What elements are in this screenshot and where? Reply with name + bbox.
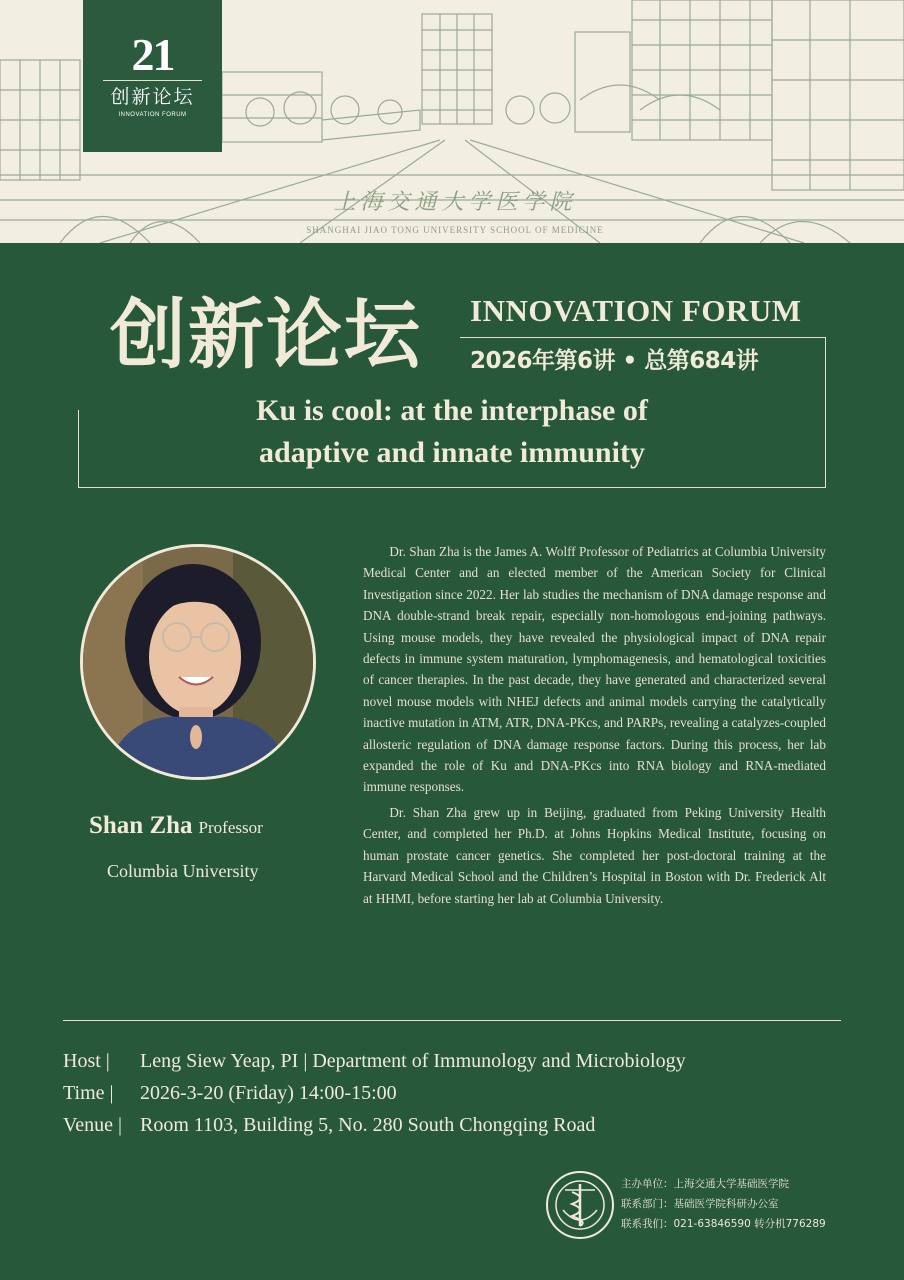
speaker-bio — [363, 541, 826, 913]
contact-info — [621, 1174, 826, 1234]
speaker-name: Shan Zha — [89, 812, 193, 839]
talk-title-line-2: adaptive and innate immunity — [259, 436, 645, 469]
speaker-name-line — [89, 812, 263, 840]
time-label: Time | — [63, 1082, 114, 1104]
bio-paragraph-1: Dr. Shan Zha is the James A. Wolff Professor of Pediatrics at Columbia University Medical Center and an elected member of the American Society for Clinical Investigation since 2022. Her lab studies the mechanism of DNA damage response and DNA double-strand break repair, especially non-homologous end-joining pathways. Using mouse models, they have revealed the physiological impact of DNA repair defects in immune system maturation, lymphomagenesis, and hematological toxicities of cancer therapies. In the past decade, they have generated and characterized several novel mouse models with NHEJ defects and animal models carrying the catalytically inactive mutation in ATM, ATR, DNA-PKcs, and PARPs, revealing a catalyzes-coupled allosteric regulation of DNA damage response factors. During this process, her lab expanded the role of Ku and DNA-PKcs into RNA biology and RNA-mediated immune responses. — [363, 544, 826, 795]
contact-line: 联系我们：021-63846590 转分机776289 — [621, 1218, 826, 1230]
forum-logo — [83, 0, 222, 152]
institution-seal-icon — [545, 1170, 615, 1240]
logo-name-cn: 创新论坛 — [110, 86, 195, 108]
school-name-cn: 上海交通大学医学院 — [333, 190, 577, 215]
speaker-role: Professor — [198, 818, 263, 837]
bio-paragraph-2: Dr. Shan Zha grew up in Beijing, graduated from Peking University Health Center, and completed her Ph.D. at Johns Hopkins Medical Institute, focusing on human prostate cancer genetics. She completed her post-doctoral training at the Harvard Medical School and the Children’s Hospital in Boston with Dr. Frederick Alt at HHMI, before starting her lab at Columbia University. — [363, 804, 826, 906]
venue-row — [63, 1112, 595, 1138]
organizer-line: 主办单位：上海交通大学基础医学院 — [621, 1178, 789, 1190]
host-value: Leng Siew Yeap, PI | Department of Immunology and Microbiology — [140, 1050, 686, 1072]
logo-number: 21 — [131, 29, 174, 80]
speaker-portrait — [80, 544, 316, 780]
school-name-en: SHANGHAI JIAO TONG UNIVERSITY SCHOOL OF MEDICINE — [306, 225, 604, 235]
time-row — [63, 1080, 397, 1106]
forum-title-cn: 创新论坛 — [110, 290, 422, 379]
venue-label: Venue | — [63, 1114, 122, 1136]
time-value: 2026-3-20 (Friday) 14:00-15:00 — [140, 1082, 397, 1104]
forum-title-en: INNOVATION FORUM — [470, 293, 802, 328]
logo-divider — [103, 80, 202, 81]
logo-name-en: INNOVATION FORUM — [118, 112, 187, 118]
host-label: Host | — [63, 1050, 110, 1072]
campus-banner — [0, 0, 904, 243]
talk-title — [78, 390, 826, 474]
speaker-institution: Columbia University — [107, 861, 259, 881]
host-row — [63, 1048, 686, 1074]
department-line: 联系部门：基础医学院科研办公室 — [621, 1198, 779, 1210]
issue-number: 2026年第6讲 • 总第684讲 — [470, 348, 759, 374]
section-divider — [63, 1020, 841, 1021]
talk-title-line-1: Ku is cool: at the interphase of — [256, 394, 648, 427]
venue-value: Room 1103, Building 5, No. 280 South Chongqing Road — [140, 1114, 596, 1136]
